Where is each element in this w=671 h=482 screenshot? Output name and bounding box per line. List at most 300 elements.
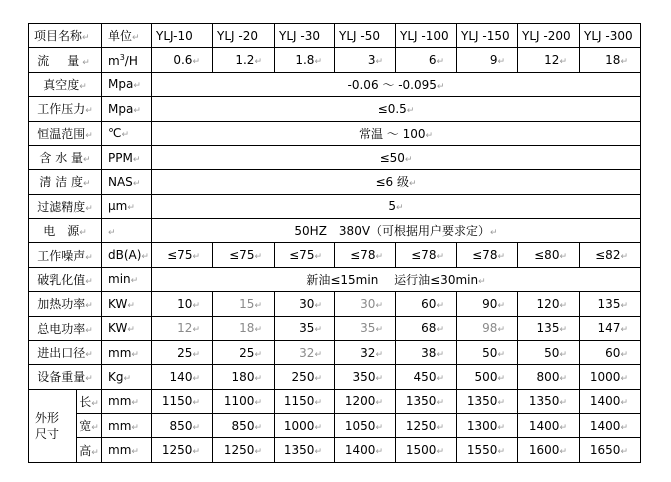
paragraph-mark: ↵ [121,130,130,141]
paragraph-mark: ↵ [620,300,628,311]
header-unit-text: 单位 [108,29,133,44]
value-cell-text: 1250 [405,418,437,433]
header-model [580,24,641,48]
paragraph-mark: ↵ [85,325,93,336]
row-label-pressure-text: 工作压力 [37,102,86,117]
row-label-port [29,340,102,364]
paragraph-mark: ↵ [375,325,383,336]
row-unit-dim-height-text: mm [108,443,132,458]
paragraph-mark: ↵ [82,33,90,44]
paragraph-mark: ↵ [314,373,322,384]
paragraph-mark: ↵ [559,349,567,360]
table-row-power_src [29,219,641,243]
row-value-filter [152,194,641,218]
header-model [335,24,396,48]
value-cell [275,389,335,413]
paragraph-mark: ↵ [192,422,200,433]
value-cell-text: 15 [239,296,255,311]
paragraph-mark: ↵ [490,228,498,239]
paragraph-mark: ↵ [85,276,93,287]
value-cell-text: 90 [482,296,498,311]
paragraph-mark: ↵ [79,81,87,92]
value-cell [396,316,457,340]
paragraph-mark: ↵ [127,203,135,214]
value-cell-text: 30 [360,296,376,311]
paragraph-mark: ↵ [85,350,93,361]
row-label-filter-text: 过滤精度 [37,199,86,214]
table-row-dim-height [29,438,641,463]
value-cell [213,292,275,316]
value-cell [152,389,213,413]
table-row-weight [29,365,641,389]
row-label-temp-text: 恒温范围 [37,126,86,141]
dimension-label-length-text: 长 [79,394,92,409]
paragraph-mark: ↵ [314,57,322,68]
header-model-text: YLJ -100 [400,28,449,43]
unit-superscript: 3 [119,52,125,62]
row-unit-weight-text: Kg [108,369,124,384]
value-cell-text: 1350 [528,394,560,409]
row-label-temp [29,121,102,145]
paragraph-mark: ↵ [436,252,444,263]
paragraph-mark: ↵ [559,422,567,433]
paragraph-mark: ↵ [375,349,383,360]
value-cell-text: 1400 [528,418,560,433]
paragraph-mark: ↵ [497,57,505,68]
row-unit-pressure [102,97,152,121]
table-row-demulsify [29,267,641,291]
row-unit-clean [102,170,152,194]
row-unit-dim-height [102,438,152,463]
value-cell [396,389,457,413]
value-cell-text: 135 [597,296,621,311]
header-model [518,24,580,48]
value-cell-text: 1650 [589,443,621,458]
row-label-demulsify [29,267,102,291]
header-model-text: YLJ -30 [279,28,320,43]
paragraph-mark: ↵ [620,447,628,458]
value-cell-text: ≤78 [472,248,498,263]
value-cell-text: 50 [544,345,560,360]
row-unit-power_src [102,219,152,243]
value-cell [275,48,335,72]
value-cell-text: 1200 [344,394,376,409]
paragraph-mark: ↵ [314,447,322,458]
value-cell [518,292,580,316]
row-unit-filter-text: μm [108,199,128,214]
dimension-label-length [77,389,102,413]
header-model-text: YLJ -20 [217,28,258,43]
value-cell [152,365,213,389]
header-model [213,24,275,48]
value-cell [335,438,396,463]
row-unit-port [102,340,152,364]
paragraph-mark: ↵ [620,57,628,68]
row-value-water-text: ≤50 [379,150,405,165]
header-item [29,24,102,48]
value-cell [213,438,275,463]
value-cell [213,365,275,389]
value-cell-text: 1250 [161,443,193,458]
row-label-port-text: 进出口径 [37,346,86,361]
value-cell [152,340,213,364]
value-cell [335,365,396,389]
table-row-flow [29,48,641,72]
paragraph-mark: ↵ [396,203,404,214]
row-label-pressure [29,97,102,121]
value-cell-text: 6 [428,53,437,68]
value-cell [518,243,580,267]
value-cell [275,365,335,389]
paragraph-mark: ↵ [85,130,93,141]
paragraph-mark: ↵ [85,203,93,214]
value-cell [457,414,518,438]
row-unit-water [102,145,152,169]
unit-m: m [108,53,120,68]
value-cell [580,438,641,463]
row-value-clean [152,170,641,194]
paragraph-mark: ↵ [254,349,262,360]
paragraph-mark: ↵ [620,252,628,263]
value-cell-text: 38 [421,345,437,360]
table-row-vacuum [29,72,641,96]
table-row-dim-width [29,414,641,438]
row-label-total-text: 总电功率 [37,321,86,336]
row-label-noise-text: 工作噪声 [37,248,86,263]
value-cell-text: ≤75 [167,248,193,263]
value-cell-text: 850 [169,418,193,433]
value-cell-text: 32 [360,345,376,360]
row-unit-flow [102,48,152,72]
dimension-group-label [29,389,77,462]
paragraph-mark: ↵ [314,349,322,360]
paragraph-mark: ↵ [131,447,139,458]
row-value-pressure-text: ≤0.5 [377,101,407,116]
table-row-clean [29,170,641,194]
row-unit-demulsify-text: min [108,272,131,287]
paragraph-mark: ↵ [192,373,200,384]
paragraph-mark: ↵ [375,373,383,384]
row-label-vacuum-text: 真空度 [43,77,80,92]
header-model [275,24,335,48]
row-label-weight [29,365,102,389]
table-row-filter [29,194,641,218]
row-unit-demulsify [102,267,152,291]
row-label-clean-text: 清 洁 度 [39,175,84,190]
row-unit-vacuum [102,72,152,96]
value-cell-text: 135 [536,321,560,336]
row-label-noise [29,243,102,267]
paragraph-mark: ↵ [375,398,383,409]
value-cell-text: 450 [413,369,437,384]
header-unit [102,24,152,48]
table-row-port [29,340,641,364]
value-cell-text: 1600 [528,443,560,458]
paragraph-mark: ↵ [497,398,505,409]
value-cell-text: 1400 [589,418,621,433]
paragraph-mark: ↵ [254,325,262,336]
paragraph-mark: ↵ [254,422,262,433]
value-cell [152,292,213,316]
value-cell-text: 1400 [344,443,376,458]
value-cell-text: 1100 [223,394,255,409]
paragraph-mark: ↵ [559,373,567,384]
value-cell-text: 35 [360,321,376,336]
value-cell [335,389,396,413]
row-unit-temp [102,121,152,145]
group-label-line-2: 尺寸 [35,426,60,441]
dimension-label-height [77,438,102,463]
row-unit-total [102,316,152,340]
value-cell-text: 1350 [283,443,315,458]
value-cell [275,243,335,267]
paragraph-mark: ↵ [375,422,383,433]
value-cell [457,48,518,72]
value-cell-text: ≤75 [229,248,255,263]
value-cell [213,243,275,267]
value-cell [457,292,518,316]
value-cell-text: 1150 [283,394,315,409]
value-cell [518,340,580,364]
value-cell-text: 60 [421,296,437,311]
value-cell [213,48,275,72]
paragraph-mark: ↵ [254,398,262,409]
paragraph-mark: ↵ [497,373,505,384]
value-cell-text: 500 [474,369,498,384]
value-cell-text: ≤78 [350,248,376,263]
value-cell-text: 0.6 [173,53,193,68]
header-item-text: 项目名称 [34,29,83,44]
paragraph-mark: ↵ [192,325,200,336]
row-value-pressure [152,97,641,121]
table-row-heat [29,292,641,316]
paragraph-mark: ↵ [559,300,567,311]
paragraph-mark: ↵ [497,447,505,458]
row-value-vacuum-text: -0.06 ～ -0.095 [347,77,437,92]
paragraph-mark: ↵ [425,130,434,141]
value-cell-text: 850 [231,418,255,433]
paragraph-mark: ↵ [132,154,141,165]
row-unit-heat-text: KW [108,296,128,311]
value-cell [335,292,396,316]
paragraph-mark: ↵ [85,301,93,312]
paragraph-mark: ↵ [131,422,139,433]
value-cell [457,316,518,340]
paragraph-mark: ↵ [83,155,91,166]
paragraph-mark: ↵ [478,276,486,287]
paragraph-mark: ↵ [620,422,628,433]
row-label-flow [29,48,102,72]
value-cell-text: 140 [169,369,193,384]
row-label-heat [29,292,102,316]
value-cell-text: 1.2 [235,53,255,68]
paragraph-mark: ↵ [559,252,567,263]
value-cell-text: 35 [299,321,315,336]
table-row-pressure [29,97,641,121]
value-cell [518,389,580,413]
paragraph-mark: ↵ [436,422,444,433]
row-label-power_src-text: 电 源 [43,224,80,239]
paragraph-mark: ↵ [375,300,383,311]
value-cell-text: 1000 [589,369,621,384]
value-cell [213,316,275,340]
value-cell [335,316,396,340]
paragraph-mark: ↵ [79,228,87,239]
paragraph-mark: ↵ [497,422,505,433]
row-value-clean-text: ≤6 级 [375,175,409,190]
row-label-water-text: 含 水 量 [39,151,84,166]
row-label-filter [29,194,102,218]
paragraph-mark: ↵ [314,300,322,311]
paragraph-mark: ↵ [559,398,567,409]
row-unit-dim-length [102,389,152,413]
paragraph-mark: ↵ [314,252,322,263]
paragraph-mark: ↵ [620,398,628,409]
value-cell [580,414,641,438]
paragraph-mark: ↵ [254,373,262,384]
paragraph-mark: ↵ [254,447,262,458]
row-value-demulsify-text: 新油≤15min 运行油≤30min [306,272,479,287]
row-unit-weight [102,365,152,389]
paragraph-mark: ↵ [132,33,140,44]
value-cell [213,414,275,438]
value-cell-text: 1.8 [295,53,315,68]
value-cell [335,243,396,267]
row-label-total [29,316,102,340]
paragraph-mark: ↵ [131,398,139,409]
value-cell [396,414,457,438]
paragraph-mark: ↵ [192,57,200,68]
value-cell [457,438,518,463]
row-unit-temp-text: ℃ [108,126,122,141]
value-cell-text: 32 [299,345,315,360]
row-unit-vacuum-text: Mpa [108,77,134,92]
row-label-vacuum [29,72,102,96]
header-model [457,24,518,48]
row-unit-water-text: PPM [108,150,133,165]
row-unit-noise-text: dB(A) [108,248,142,263]
header-model [152,24,213,48]
value-cell-text: 60 [605,345,621,360]
paragraph-mark: ↵ [559,325,567,336]
paragraph-mark: ↵ [130,276,139,287]
row-unit-filter [102,194,152,218]
paragraph-mark: ↵ [127,325,135,336]
value-cell-text: 50 [482,345,498,360]
paragraph-mark: ↵ [375,447,383,458]
paragraph-mark: ↵ [436,81,445,92]
value-cell-text: 25 [177,345,193,360]
value-cell [518,365,580,389]
paragraph-mark: ↵ [436,373,444,384]
value-cell [152,243,213,267]
paragraph-mark: ↵ [436,398,444,409]
value-cell [275,438,335,463]
value-cell [580,316,641,340]
value-cell [580,365,641,389]
value-cell-text: 147 [597,321,621,336]
paragraph-mark: ↵ [91,423,99,434]
paragraph-mark: ↵ [91,447,99,458]
table-row-water [29,145,641,169]
paragraph-mark: ↵ [132,178,141,189]
row-value-temp [152,121,641,145]
paragraph-mark: ↵ [85,374,93,385]
value-cell [580,389,641,413]
value-cell [275,340,335,364]
row-label-flow-text: 流 量 [37,53,83,68]
value-cell-text: 1400 [589,394,621,409]
paragraph-mark: ↵ [91,398,99,409]
value-cell-text: 1350 [466,394,498,409]
value-cell [518,316,580,340]
value-cell-text: 1000 [283,418,315,433]
value-cell-text: 800 [536,369,560,384]
value-cell [152,414,213,438]
paragraph-mark: ↵ [404,154,413,165]
value-cell-text: 12 [544,53,560,68]
value-cell-text: 1500 [405,443,437,458]
group-label-line-1: 外形 [35,410,60,425]
value-cell [335,340,396,364]
paragraph-mark: ↵ [254,252,262,263]
value-cell [580,243,641,267]
paragraph-mark: ↵ [192,447,200,458]
paragraph-mark: ↵ [254,300,262,311]
value-cell [335,48,396,72]
row-unit-clean-text: NAS [108,174,133,189]
paragraph-mark: ↵ [131,349,139,360]
paragraph-mark: ↵ [192,252,200,263]
paragraph-mark: ↵ [141,252,149,263]
paragraph-mark: ↵ [133,105,141,116]
value-cell [518,438,580,463]
dimension-label-width-text: 宽 [79,419,92,434]
row-unit-pressure-text: Mpa [108,101,134,116]
row-label-heat-text: 加热功率 [37,297,86,312]
row-unit-dim-width [102,414,152,438]
value-cell [152,316,213,340]
value-cell-text: 10 [177,296,193,311]
paragraph-mark: ↵ [108,227,116,238]
value-cell-text: 9 [489,53,498,68]
row-unit-heat [102,292,152,316]
table-row-temp [29,121,641,145]
row-value-vacuum [152,72,641,96]
row-unit-port-text: mm [108,345,132,360]
paragraph-mark: ↵ [559,57,567,68]
value-cell [457,243,518,267]
paragraph-mark: ↵ [192,300,200,311]
spec-table [28,23,641,463]
value-cell [275,316,335,340]
paragraph-mark: ↵ [436,300,444,311]
value-cell [396,292,457,316]
dimension-label-height-text: 高 [79,443,92,458]
value-cell-text: 180 [231,369,255,384]
value-cell-text: 12 [177,321,193,336]
value-cell [396,365,457,389]
paragraph-mark: ↵ [133,81,141,92]
value-cell [396,438,457,463]
row-unit-noise [102,243,152,267]
value-cell-text: 25 [239,345,255,360]
table-row-noise [29,243,641,267]
value-cell [396,48,457,72]
paragraph-mark: ↵ [314,398,322,409]
row-value-temp-text: 常温 ～ 100 [358,126,426,141]
paragraph-mark: ↵ [436,447,444,458]
